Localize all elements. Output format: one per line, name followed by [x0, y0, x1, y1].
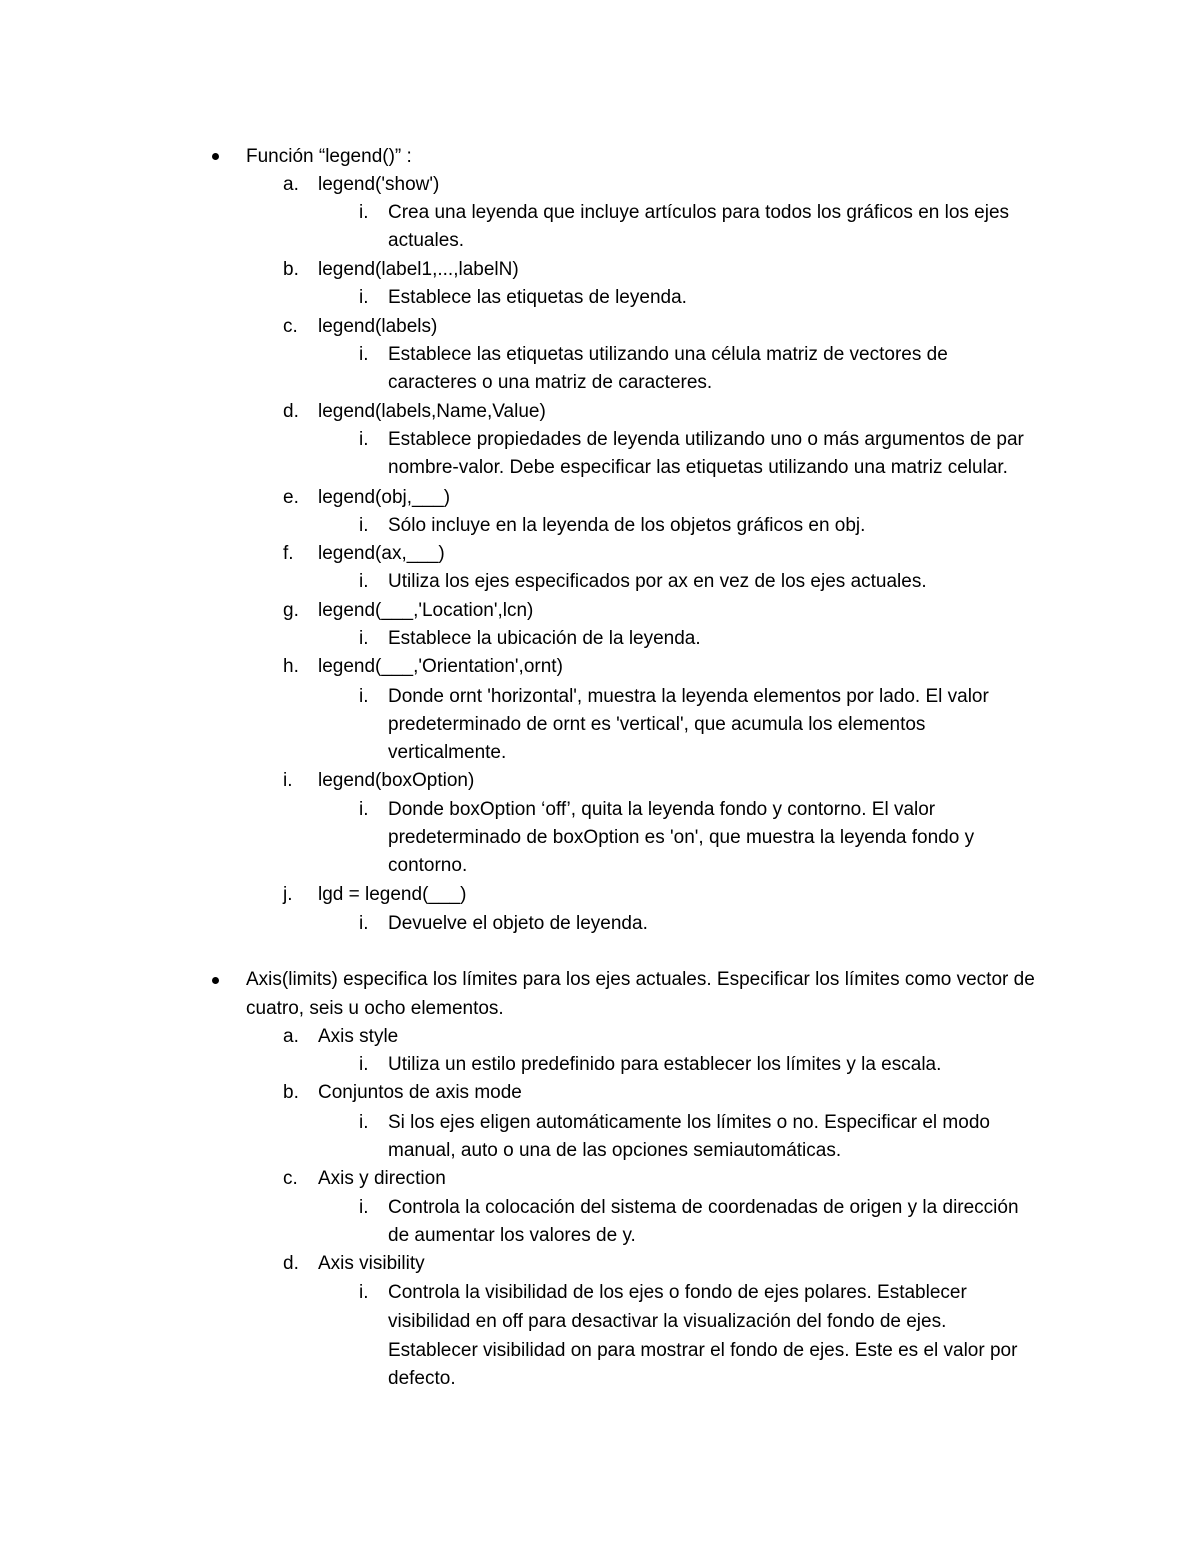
subitem-text: Establece propiedades de leyenda utilizando uno o más argumentos de par: [388, 429, 1024, 450]
section-title: Función “legend()” :: [246, 146, 412, 167]
item-label: Conjuntos de axis mode: [318, 1082, 522, 1103]
item-marker: c.: [283, 316, 298, 337]
subitem-text: Donde ornt 'horizontal', muestra la leyenda elementos por lado. El valor: [388, 686, 989, 707]
item-label: legend(obj,___): [318, 487, 451, 508]
subitem-text: defecto.: [388, 1368, 456, 1389]
item-marker: b.: [283, 259, 299, 280]
subitem-text: Establecer visibilidad on para mostrar el fondo de ejes. Este es el valor por: [388, 1340, 1018, 1361]
subitem-marker: i.: [359, 628, 369, 649]
subitem-text: Devuelve el objeto de leyenda.: [388, 913, 648, 934]
subitem-text: manual, auto o una de las opciones semiautomáticas.: [388, 1140, 842, 1161]
subitem-text: Si los ejes eligen automáticamente los límites o no. Especificar el modo: [388, 1112, 990, 1133]
subitem-text: actuales.: [388, 230, 465, 251]
subitem-text: Establece las etiquetas de leyenda.: [388, 287, 687, 308]
subitem-text: Donde boxOption ‘off’, quita la leyenda fondo y contorno. El valor: [388, 799, 936, 820]
item-marker: e.: [283, 487, 299, 508]
subitem-text: predeterminado de boxOption es 'on', que muestra la leyenda fondo y: [388, 827, 975, 848]
subitem-marker: i.: [359, 1054, 369, 1075]
item-marker: i.: [283, 770, 293, 791]
subitem-text: Controla la colocación del sistema de coordenadas de origen y la dirección: [388, 1197, 1019, 1218]
subitem-marker: i.: [359, 1197, 369, 1218]
item-label: legend(labels): [318, 316, 438, 337]
subitem-marker: i.: [359, 799, 369, 820]
item-label: legend(ax,___): [318, 543, 445, 564]
subitem-text: contorno.: [388, 855, 468, 876]
item-marker: d.: [283, 401, 299, 422]
subitem-marker: i.: [359, 429, 369, 450]
item-marker: b.: [283, 1082, 299, 1103]
item-marker: a.: [283, 1026, 299, 1047]
item-marker: j.: [283, 884, 293, 905]
item-marker: a.: [283, 174, 299, 195]
subitem-text: Utiliza los ejes especificados por ax en vez de los ejes actuales.: [388, 571, 927, 592]
subitem-marker: i.: [359, 1282, 369, 1303]
subitem-text: Establece las etiquetas utilizando una célula matriz de vectores de: [388, 344, 948, 365]
item-marker: c.: [283, 1168, 298, 1189]
subitem-marker: i.: [359, 571, 369, 592]
subitem-marker: i.: [359, 686, 369, 707]
subitem-marker: i.: [359, 344, 369, 365]
subitem-marker: i.: [359, 913, 369, 934]
item-label: lgd = legend(___): [318, 884, 467, 905]
subitem-marker: i.: [359, 202, 369, 223]
subitem-text: Controla la visibilidad de los ejes o fondo de ejes polares. Establecer: [388, 1282, 967, 1303]
subitem-text: Establece la ubicación de la leyenda.: [388, 628, 701, 649]
item-marker: d.: [283, 1253, 299, 1274]
item-label: legend(label1,...,labelN): [318, 259, 519, 280]
item-marker: g.: [283, 600, 299, 621]
subitem-text: Utiliza un estilo predefinido para establecer los límites y la escala.: [388, 1054, 942, 1075]
item-label: legend(boxOption): [318, 770, 475, 791]
bullet-icon: [212, 977, 219, 984]
subitem-text: visibilidad en off para desactivar la visualización del fondo de ejes.: [388, 1311, 947, 1332]
item-label: Axis visibility: [318, 1253, 425, 1274]
subitem-text: nombre-valor. Debe especificar las etiquetas utilizando una matriz celular.: [388, 457, 1008, 478]
item-marker: f.: [283, 543, 294, 564]
subitem-text: Sólo incluye en la leyenda de los objetos gráficos en obj.: [388, 515, 866, 536]
item-label: legend(___,'Orientation',ornt): [318, 656, 563, 677]
item-label: Axis y direction: [318, 1168, 446, 1189]
subitem-text: de aumentar los valores de y.: [388, 1225, 636, 1246]
subitem-text: predeterminado de ornt es 'vertical', que acumula los elementos: [388, 714, 926, 735]
item-label: legend('show'): [318, 174, 440, 195]
bullet-icon: [212, 153, 219, 160]
subitem-text: verticalmente.: [388, 742, 507, 763]
subitem-marker: i.: [359, 1112, 369, 1133]
subitem-text: caracteres o una matriz de caracteres.: [388, 372, 713, 393]
item-label: Axis style: [318, 1026, 399, 1047]
item-label: legend(___,'Location',lcn): [318, 600, 534, 621]
item-label: legend(labels,Name,Value): [318, 401, 546, 422]
subitem-marker: i.: [359, 287, 369, 308]
section-title: Axis(limits) especifica los límites para los ejes actuales. Especificar los límites como vector de: [246, 969, 1035, 990]
subitem-text: Crea una leyenda que incluye artículos para todos los gráficos en los ejes: [388, 202, 1010, 223]
section-title-continued: cuatro, seis u ocho elementos.: [246, 998, 504, 1019]
subitem-marker: i.: [359, 515, 369, 536]
item-marker: h.: [283, 656, 299, 677]
